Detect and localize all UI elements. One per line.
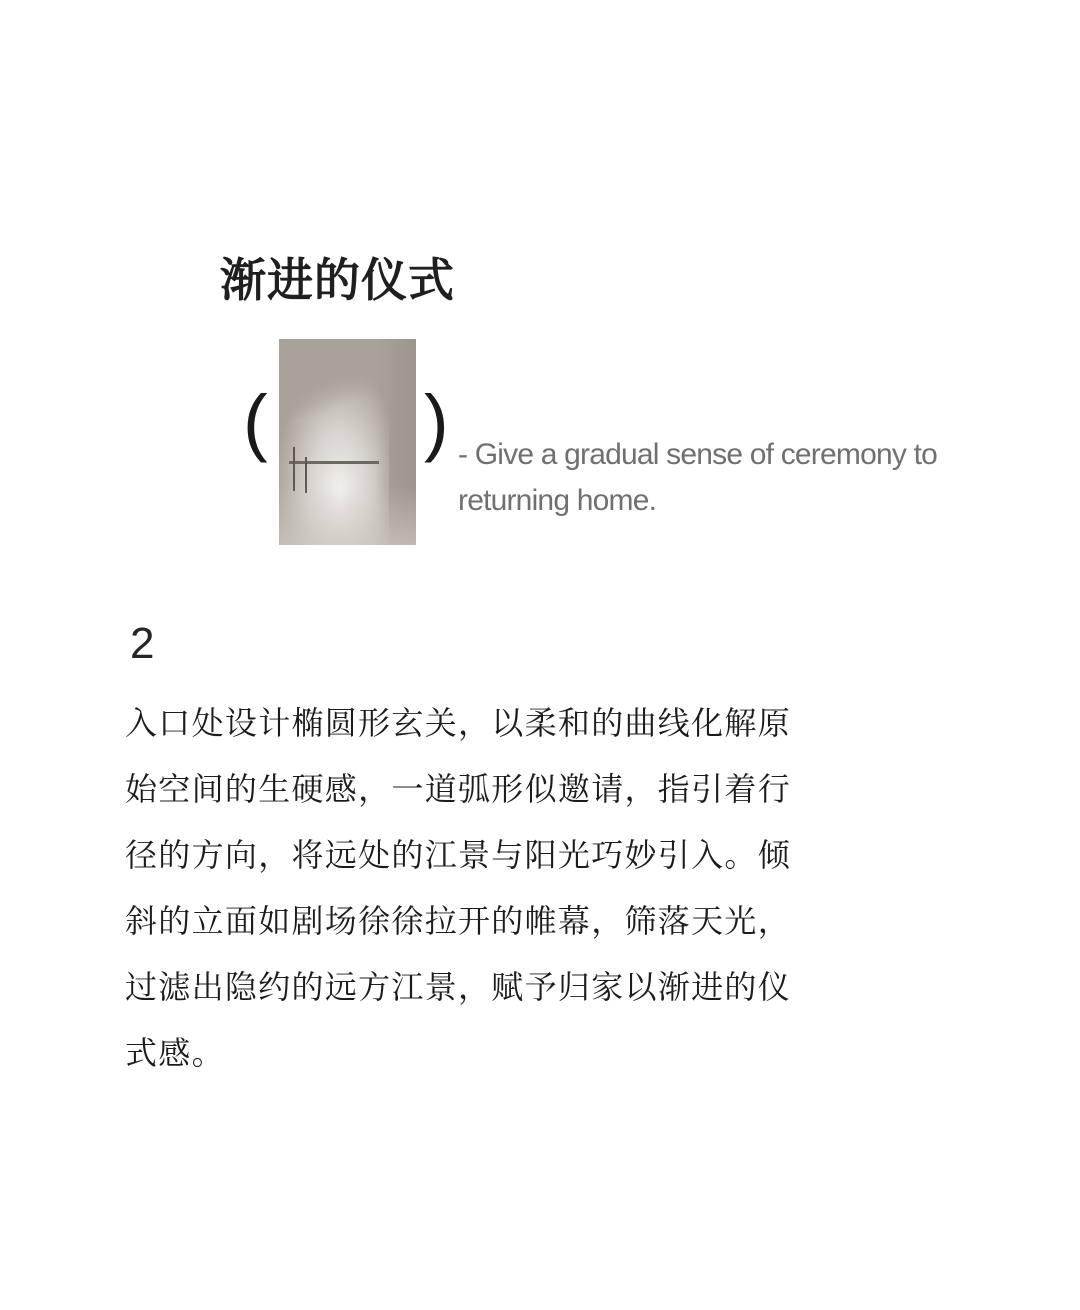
photo-floor [279, 485, 416, 545]
section-number: 2 [130, 619, 155, 668]
entrance-photo [279, 339, 416, 545]
right-parenthesis: ) [424, 380, 449, 463]
body-line: 式感。 [125, 1034, 225, 1072]
body-line: 入口处设计椭圆形玄关，以柔和的曲线化解原 [125, 704, 792, 742]
body-line: 始空间的生硬感，一道弧形似邀请，指引着行 [125, 770, 792, 808]
photo-beam [289, 461, 379, 464]
english-subtitle: - Give a gradual sense of ceremony to returning home. [458, 438, 937, 517]
page-title: 渐进的仪式 [220, 253, 455, 307]
body-line: 斜的立面如剧场徐徐拉开的帷幕，筛落天光， [125, 902, 792, 940]
body-line: 过滤出隐约的远方江景，赋予归家以渐进的仪 [125, 968, 792, 1006]
body-line: 径的方向，将远处的江景与阳光巧妙引入。倾 [125, 836, 792, 874]
section-body [125, 690, 905, 1086]
left-parenthesis: ( [243, 380, 268, 463]
